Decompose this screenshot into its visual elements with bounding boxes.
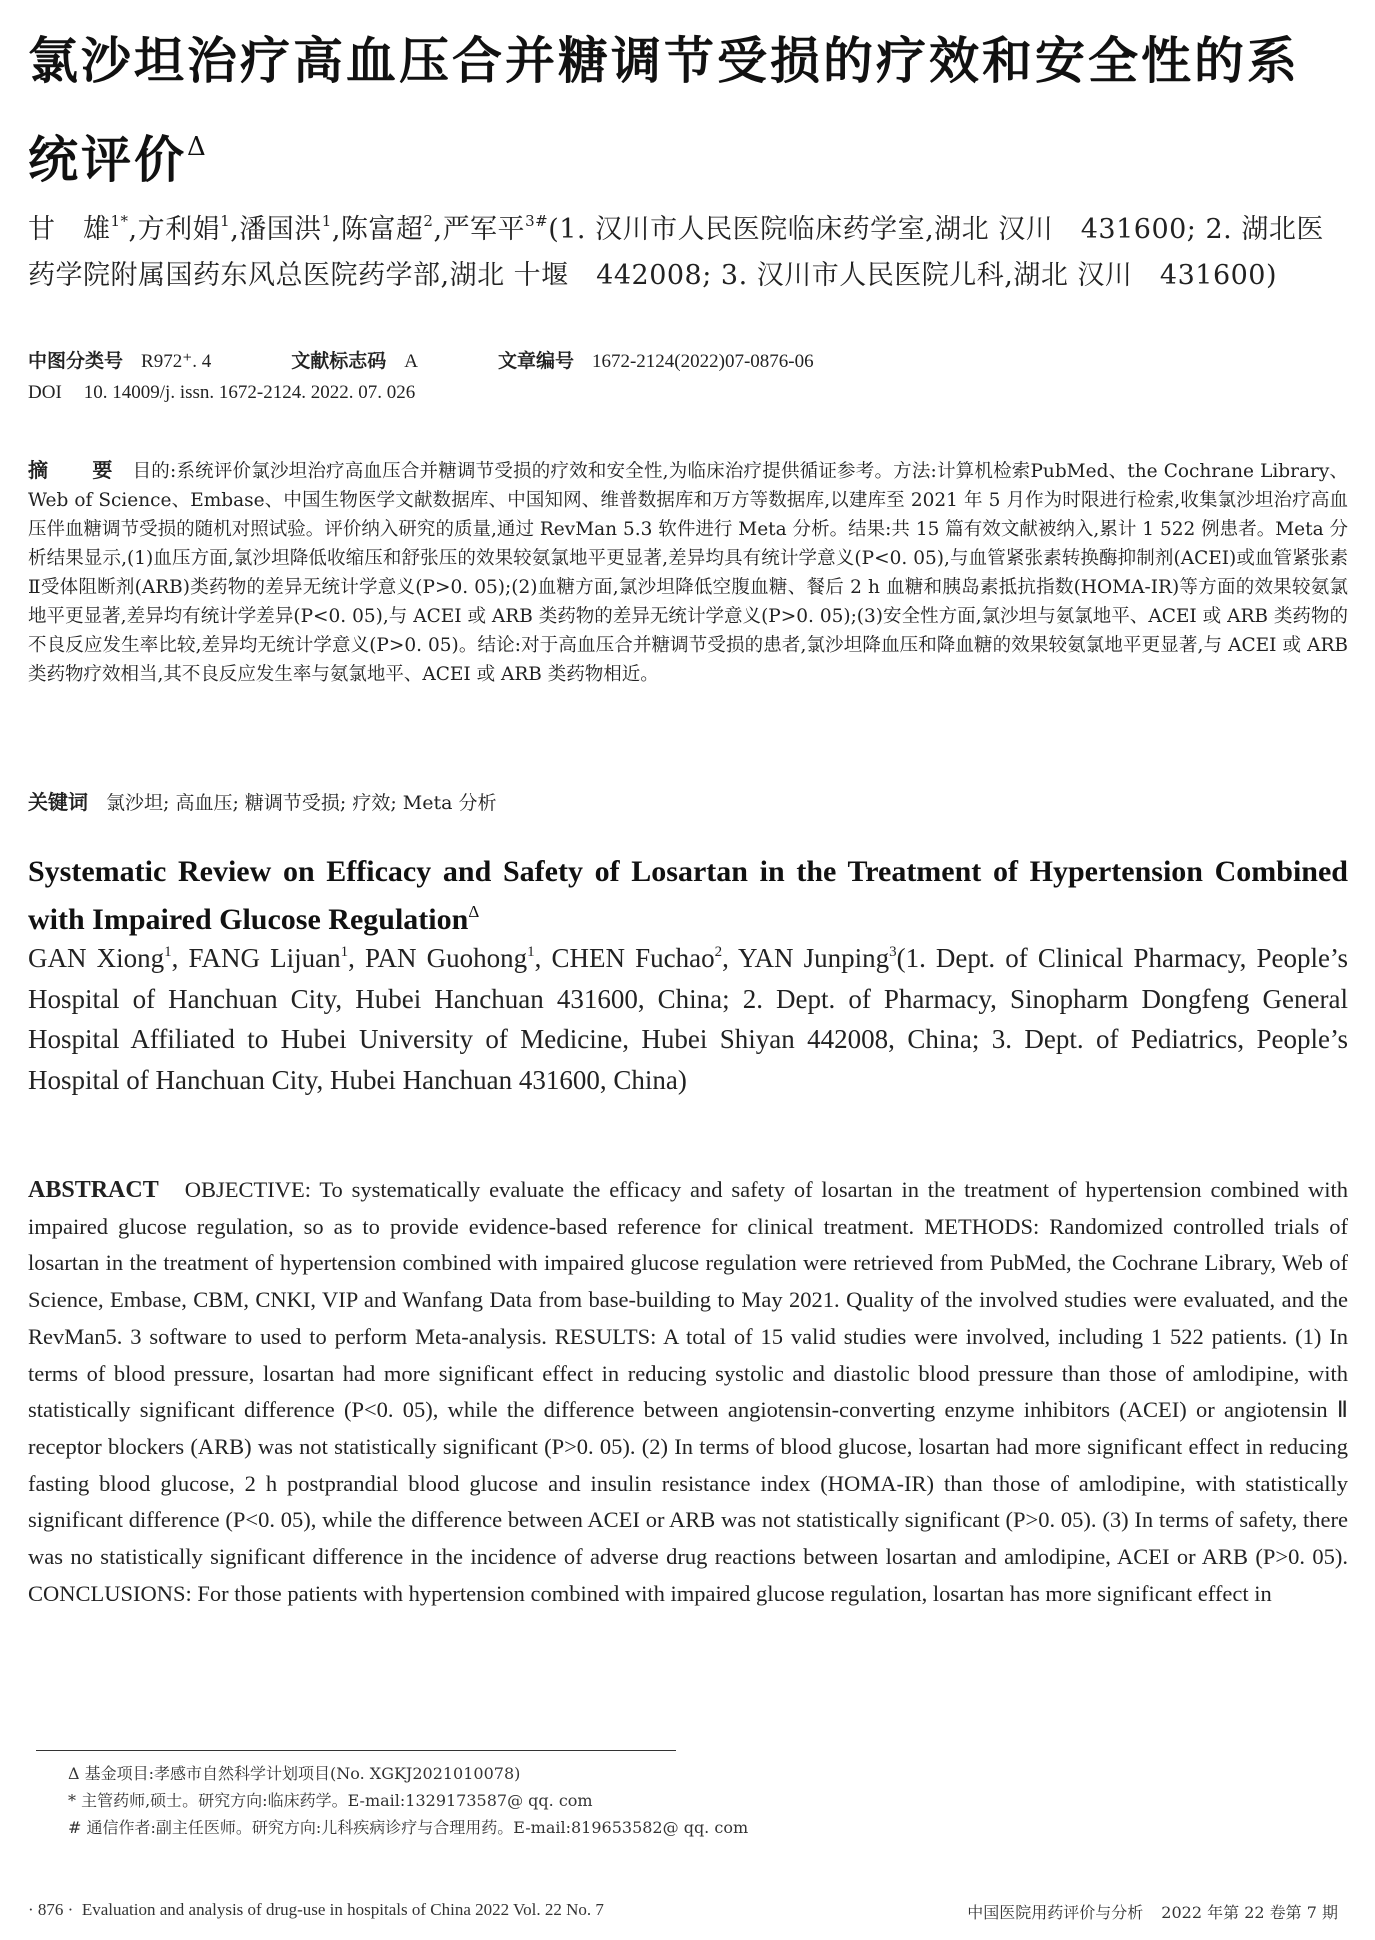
footnote-funding: Δ 基金项目:孝感市自然科学计划项目(No. XGKJ2021010078) (68, 1764, 521, 1783)
keywords-text: 氯沙坦; 高血压; 糖调节受损; 疗效; Meta 分析 (106, 792, 497, 814)
doi-label: DOI (28, 382, 62, 403)
author: GAN Xiong$^1$ (28, 943, 172, 973)
author: CHEN Fuchao$^2$ (551, 943, 723, 973)
article-number-value: 1672-2124(2022)07-0876-06 (591, 351, 814, 372)
doi-value[interactable]: 10. 14009/j. issn. 1672-2124. 2022. 07. 026 (83, 382, 416, 403)
author: PAN Guohong$^1$ (364, 943, 535, 973)
journal-name-chinese: 中国医院用药评价与分析 (967, 1903, 1144, 1922)
doc-code-value: A (404, 351, 418, 372)
chinese-abstract-label: 摘 要 (28, 458, 125, 482)
english-title (28, 852, 1348, 940)
funding-mark: Δ (187, 132, 209, 162)
author: 潘国洪$^1$ (239, 212, 332, 245)
keywords-label: 关键词 (28, 790, 88, 814)
english-abstract-label: ABSTRACT (28, 1177, 159, 1203)
author: YAN Junping$^3$ (737, 943, 897, 973)
footnote-divider (36, 1750, 676, 1751)
english-authors-block: GAN Xiong$^1$, FANG Lijuan$^1$, PAN Guohong$^1$, CHEN Fuchao$^2$, YAN Junping$^3$(1. Dept. of Clinical Pharmacy, People’s Hospital of Hanchuan City, Hubei Hanchuan 431600, China; 2. Dept. of Pharmacy, Sinopharm Dongfeng General Hospital Affiliated to Hubei University of Medicine, Hubei Shiyan 442008, China; 3. Dept. of Pediatrics, People’s Hospital of Hanchuan City, Hubei Hanchuan 431600, China) (28, 943, 1349, 1095)
page-number: · 876 · (28, 1900, 74, 1919)
english-abstract (28, 1172, 1348, 1612)
clc-label: 中图分类号 (28, 350, 124, 372)
journal-name-english: Evaluation and analysis of drug-use in hospitals of China 2022 Vol. 22 No. 7 (81, 1900, 604, 1919)
chinese-abstract (28, 456, 1348, 689)
clc-value: R972⁺. 4 (141, 351, 212, 372)
english-affiliations: (1. Dept. of Clinical Pharmacy, People’s Hospital of Hanchuan City, Hubei Hanchuan 431600, China; 2. Dept. of Pharmacy, Sinopharm Dongfeng General Hospital Affiliated to Hubei University of Medicine, Hubei Shiyan 442008, China; 3. Dept. of Pediatrics, People’s Hospital of Hanchuan City, Hubei Hanchuan 431600, China) (28, 943, 1349, 1095)
chinese-title (28, 18, 1348, 203)
chinese-keywords (28, 786, 496, 815)
doi-line (28, 382, 415, 404)
chinese-abstract-text: 目的:系统评价氯沙坦治疗高血压合并糖调节受损的疗效和安全性,为临床治疗提供循证参考。方法:计算机检索PubMed、the Cochrane Library、Web of Science、Embase、中国生物医学文献数据库、中国知网、维普数据库和万方等数据库,以建库至 2021 年 5 月作为时限进行检索,收集氯沙坦治疗高血压伴血糖调节受损的随机对照试验。评价纳入研究的质量,通过 RevMan 5.3 软件进行 Meta 分析。结果:共 15 篇有效文献被纳入,累计 1 522 例患者。Meta 分析结果显示,(1)血压方面,氯沙坦降低收缩压和舒张压的效果较氨氯地平更显著,差异均具有统计学意义(P<0. 05),与血管紧张素转换酶抑制剂(ACEI)或血管紧张素Ⅱ受体阻断剂(ARB)类药物的差异无统计学意义(P>0. 05);(2)血糖方面,氯沙坦降低空腹血糖、餐后 2 h 血糖和胰岛素抵抗指数(HOMA-IR)等方面的效果较氨氯地平更显著,差异均有统计学差异(P<0. 05),与 ACEI 或 ARB 类药物的差异无统计学意义(P>0. 05);(3)安全性方面,氯沙坦与氨氯地平、ACEI 或 ARB 类药物的不良反应发生率比较,差异均无统计学意义(P>0. 05)。结论:对于高血压合并糖调节受损的患者,氯沙坦降血压和降血糖的效果较氨氯地平更显著,与 ACEI 或 ARB 类药物疗效相当,其不良反应发生率与氨氯地平、ACEI 或 ARB 类药物相近。 (28, 461, 1348, 685)
footnotes (68, 1760, 748, 1841)
page-footer-left (28, 1900, 604, 1920)
footnote-first-author: * 主管药师,硕士。研究方向:临床药学。E-mail:1329173587@ qq. com (68, 1791, 593, 1810)
author: FANG Lijuan$^1$ (188, 943, 349, 973)
chinese-authors-block: 甘 雄$^{1*}$,方利娟$^1$,潘国洪$^1$,陈富超$^2$,严军平$^{3\#}$(1. 汉川市人民医院临床药学室,湖北 汉川 431600; 2. 湖北医药学院附属国药东风总医院药学部,湖北 十堰 442008; 3. 汉川市人民医院儿科,湖北 汉川 431600) (28, 212, 1324, 291)
funding-mark: Δ (468, 902, 480, 921)
doc-code-label: 文献标志码 (291, 350, 387, 372)
author: 甘 雄$^{1*}$ (28, 212, 129, 245)
chinese-title-text: 氯沙坦治疗高血压合并糖调节受损的疗效和安全性的系统评价 (28, 31, 1300, 189)
author: 陈富超$^2$ (340, 212, 434, 245)
classification-line (28, 346, 814, 373)
author: 方利娟$^1$ (137, 212, 231, 245)
english-title-text: Systematic Review on Efficacy and Safety of Losartan in the Treatment of Hypertension Combined with Impaired Glucose Regulation (28, 855, 1348, 936)
chinese-affiliations: (1. 汉川市人民医院临床药学室,湖北 汉川 431600; 2. 湖北医药学院附属国药东风总医院药学部,湖北 十堰 442008; 3. 汉川市人民医院儿科,湖北 汉川 431600) (28, 214, 1324, 291)
footnote-corresponding-author: # 通信作者:副主任医师。研究方向:儿科疾病诊疗与合理用药。E-mail:819653582@ qq. com (68, 1818, 749, 1837)
journal-issue-chinese: 2022 年第 22 卷第 7 期 (1161, 1903, 1338, 1922)
author: 严军平$^{3\#}$ (442, 212, 549, 245)
page-footer-right (967, 1900, 1338, 1923)
article-number-label: 文章编号 (497, 350, 574, 372)
english-abstract-text: OBJECTIVE: To systematically evaluate the efficacy and safety of losartan in the treatment of hypertension combined with impaired glucose regulation, so as to provide evidence-based reference for clinical treatment. METHODS: Randomized controlled trials of losartan in the treatment of hypertension combined with impaired glucose regulation were retrieved from PubMed, the Cochrane Library, Web of Science, Embase, CBM, CNKI, VIP and Wanfang Data from base-building to May 2021. Quality of the involved studies were evaluated, and the RevMan5. 3 software to used to perform Meta-analysis. RESULTS: A total of 15 valid studies were involved, including 1 522 patients. (1) In terms of blood pressure, losartan had more significant effect in reducing systolic and diastolic blood pressure than those of amlodipine, with statistically significant difference (P<0. 05), while the difference between angiotensin-converting enzyme inhibitors (ACEI) or angiotensin Ⅱ receptor blockers (ARB) was not statistically significant (P>0. 05). (2) In terms of blood glucose, losartan had more significant effect in reducing fasting blood glucose, 2 h postprandial blood glucose and insulin resistance index (HOMA-IR) than those of amlodipine, with statistically significant difference (P<0. 05), while the difference between ACEI or ARB was not statistically significant (P>0. 05). (3) In terms of safety, there was no statistically significant difference in the incidence of adverse drug reactions between losartan and amlodipine, ACEI or ARB (P>0. 05). CONCLUSIONS: For those patients with hypertension combined with impaired glucose regulation, losartan has more significant effect in (28, 1177, 1348, 1606)
